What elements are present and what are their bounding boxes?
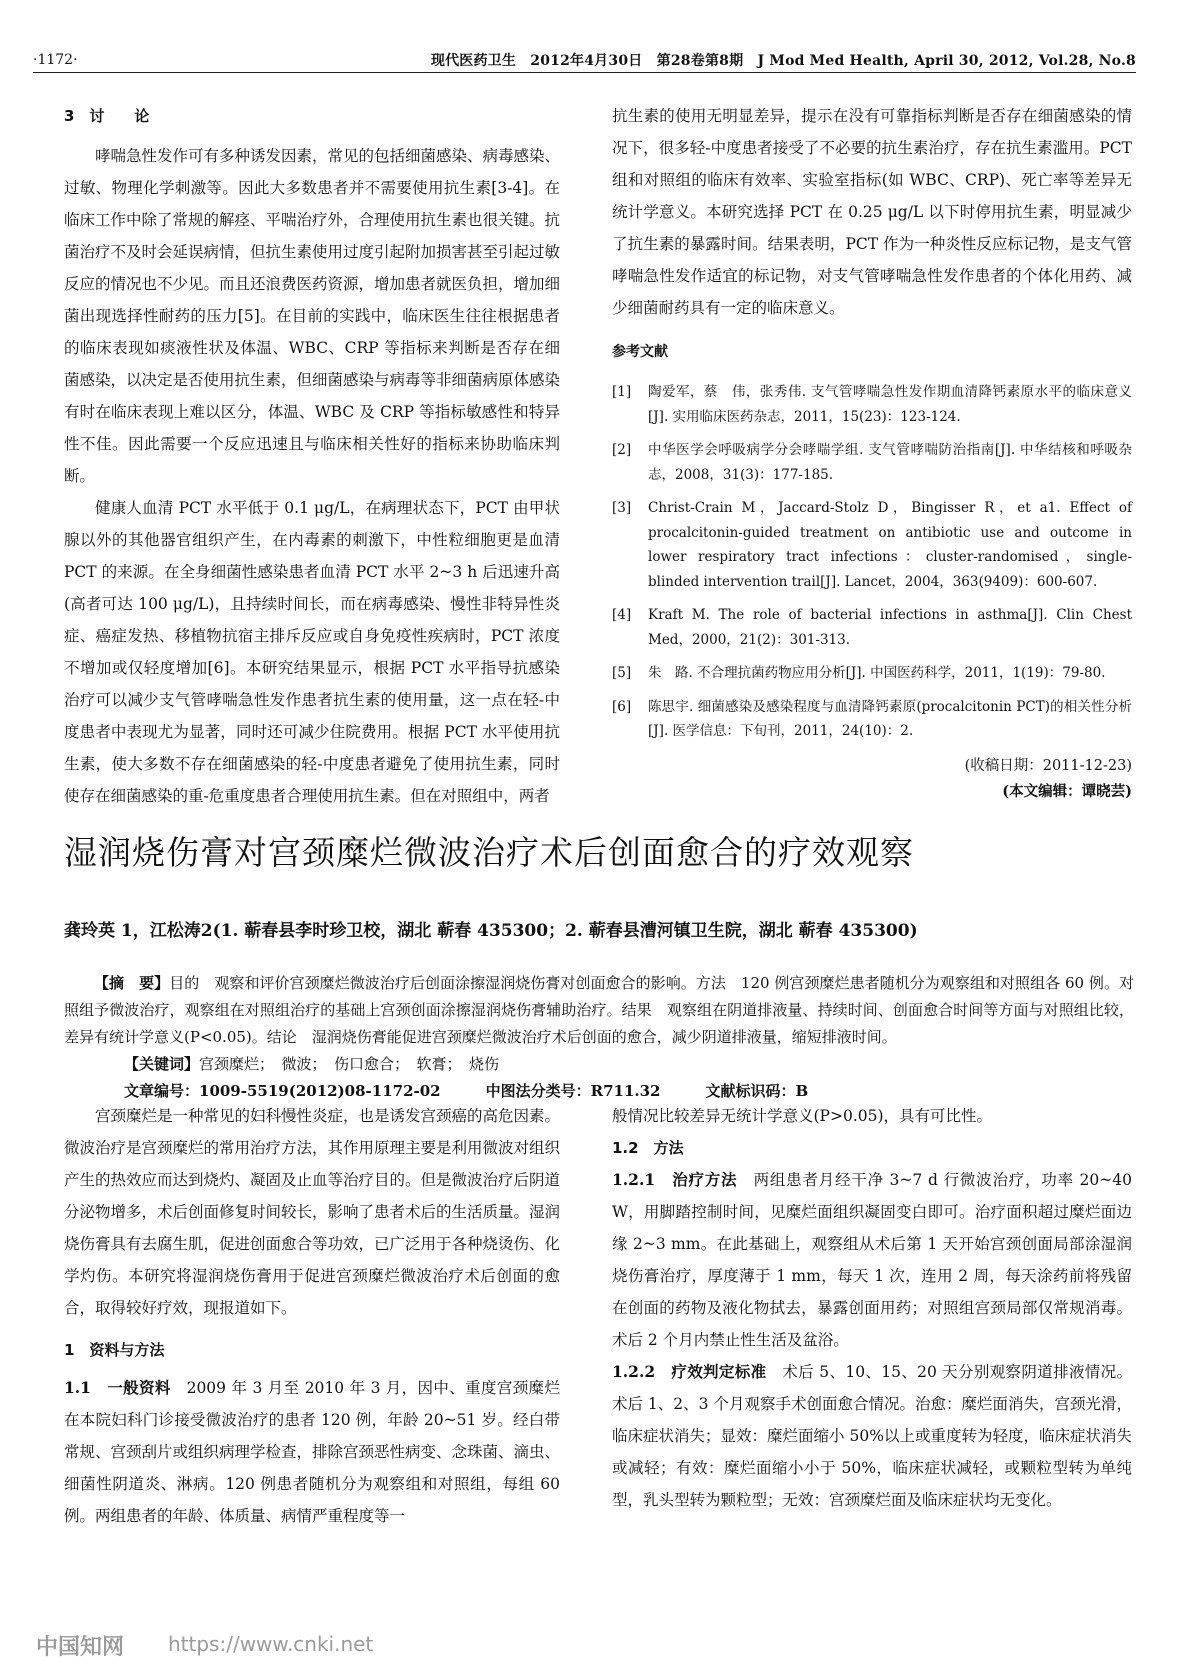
cnki-url: https://www.cnki.net (168, 1632, 374, 1656)
right-column-top (612, 100, 1132, 805)
header-rule (33, 72, 1136, 73)
right-column-bottom (612, 1100, 1132, 1516)
keywords-text: 宫颈糜烂； 微波； 伤口愈合； 软膏； 烧伤 (199, 1055, 500, 1073)
article-meta: 文章编号：1009-5519(2012)08-1172-02 中图法分类号：R711.32 文献标识码：B (124, 1082, 809, 1100)
reference-item: [6] 陈思宇. 细菌感染及感染程度与血清降钙素原(procalcitonin PCT)的相关性分析[J]. 医学信息：下旬刊，2011，24(10)：2. (612, 698, 1132, 739)
keywords (64, 1051, 1134, 1078)
treatment-method-paragraph: 1.2.1 治疗方法 两组患者月经干净 3~7 d 行微波治疗，功率 20~40 W，用脚踏控制时间，见糜烂面组织凝固变白即可。治疗面积超过糜烂面边缘 2~3 mm。在此基础上，观察组从术后第 1 天开始宫颈创面局部涂湿润烧伤膏治疗，厚度薄于 1 mm，每天 1 次，连用 2 周，每天涂药前将残留在创面的药物及液化物拭去，暴露创面用药；对照组宫颈局部仅常规消毒。术后 2 个月内禁止性生活及盆浴。 (612, 1170, 1132, 1349)
reference-item: [2] 中华医学会呼吸病学分会哮喘学组. 支气管哮喘防治指南[J]. 中华结核和呼吸杂志，2008，31(3)：177-185. (612, 442, 1132, 483)
references-heading: 参考文献 (612, 344, 668, 360)
left-column-top (64, 100, 560, 812)
reference-item: [1] 陶爱军，蔡 伟，张秀伟. 支气管哮喘急性发作期血清降钙素原水平的临床意义[J]. 实用临床医药杂志，2011，15(23)：123-124. (612, 384, 1132, 425)
reference-item: [5] 朱 路. 不合理抗菌药物应用分析[J]. 中国医药科学，2011，1(19)：79-80. (612, 665, 1106, 681)
abstract-block (64, 970, 1134, 1105)
general-data-paragraph: 1.1 一般资料 2009 年 3 月至 2010 年 3 月，因中、重度宫颈糜烂在本院妇科门诊接受微波治疗的患者 120 例，年龄 20~51 岁。经白带常规、宫颈刮片或组织病理学检查，排除宫颈恶性病变、念珠菌、滴虫、细菌性阴道炎、淋病。120 例患者随机分为观察组和对照组，每组 60 例。两组患者的年龄、体质量、病情严重程度等一 (64, 1378, 561, 1525)
general-data-continued: 般情况比较差异无统计学意义(P>0.05)，具有可比性。 (612, 1107, 993, 1125)
discussion-paragraph-1: 哮喘急性发作可有多种诱发因素，常见的包括细菌感染、病毒感染、过敏、物理化学刺激等。因此大多数患者并不需要使用抗生素[3-4]。在临床工作中除了常规的解痉、平喘治疗外，合理使用抗生素也很关键。抗菌治疗不及时会延误病情，但抗生素使用过度引起附加损害甚至引起过敏反应的情况也不少见。而且还浪费医药资源，增加患者就医负担，增加细菌出现选择性耐药的压力[5]。在目前的实践中，临床医生往往根据患者的临床表现如痰液性状及体温、WBC、CRP 等指标来判断是否存在细菌感染，以决定是否使用抗生素，但细菌感染与病毒等非细菌病原体感染有时在临床表现上难以区分，体温、WBC 及 CRP 等指标敏感性和特异性不佳。因此需要一个反应迅速且与临床相关性好的指标来协助临床判断。 (64, 147, 561, 485)
section-heading-methods: 1 资料与方法 (64, 1341, 165, 1359)
intro-paragraph: 宫颈糜烂是一种常见的妇科慢性炎症，也是诱发宫颈癌的高危因素。微波治疗是宫颈糜烂的常用治疗方法，其作用原理主要是利用微波对组织产生的热效应而达到烧灼、凝固及止血等治疗目的。但是微波治疗后阴道分泌物增多，术后创面修复时间较长，影响了患者术后的生活质量。湿润烧伤膏具有去腐生肌，促进创面愈合等功效，已广泛用于各种烧烫伤、化学灼伤。本研究将湿润烧伤膏用于促进宫颈糜烂微波治疗术后创面的愈合，取得较好疗效，现报道如下。 (64, 1107, 561, 1317)
discussion-paragraph-2: 健康人血清 PCT 水平低于 0.1 μg/L，在病理状态下，PCT 由甲状腺以外的其他器官组织产生，在内毒素的刺激下，中性粒细胞更是血清 PCT 的来源。在全身细菌性感染患者血清 PCT 水平 2~3 h 后迅速升高(高者可达 100 μg/L)，且持续时间长，而在病毒感染、慢性非特异性炎症、癌症发热、移植物抗宿主排斥反应或自身免疫性疾病时，PCT 浓度不增加或仅轻度增加[6]。本研究结果显示，根据 PCT 水平指导抗感染治疗可以减少支气管哮喘急性发作患者抗生素的使用量，这一点在轻-中度患者中表现尤为显著，同时还可减少住院费用。根据 PCT 水平使用抗生素，使大多数不存在细菌感染的轻-中度患者避免了使用抗生素，同时使存在细菌感染的重-危重度患者合理使用抗生素。但在对照组中，两者 (64, 499, 560, 805)
journal-running-head: 现代医药卫生 2012年4月30日 第28卷第8期 J Mod Med Health, April 30, 2012, Vol.28, No.8 (430, 53, 1136, 69)
efficacy-criteria-paragraph: 1.2.2 疗效判定标准 术后 5、10、15、20 天分别观察阴道排液情况。术后 1、2、3 个月观察手术创面愈合情况。治愈：糜烂面消失，宫颈光滑，临床症状消失；显效：糜烂面缩小 50%以上或重度转为轻度，临床症状消失或减轻；有效：糜烂面缩小小于 50%，临床症状减轻，或颗粒型转为单纯型，乳头型转为颗粒型；无效：宫颈糜烂面及临床症状均无变化。 (612, 1362, 1133, 1509)
section-heading-discussion: 3 讨 论 (64, 107, 150, 125)
section-heading-method: 1.2 方法 (612, 1139, 684, 1157)
abstract (64, 970, 1134, 1051)
abstract-label: 【摘 要】 (94, 974, 170, 992)
editor-note: (本文编辑：谭晓芸) (1002, 782, 1132, 800)
article-authors: 龚玲英 1，江松涛2(1. 蕲春县李时珍卫校，湖北 蕲春 435300；2. 蕲春县漕河镇卫生院，湖北 蕲春 435300) (64, 921, 918, 941)
reference-item: [4] Kraft M. The role of bacterial infections in asthma[J]. Clin Chest Med，2000，21(2)：301-313. (612, 607, 1132, 648)
reference-item: [3] Christ-Crain M，Jaccard-Stolz D，Bingisser R，et a1. Effect of procalcitonin-guided treatment on antibiotic use and outcome in lower respiratory tract infections：cluster-randomised，single-blinded intervention trail[J]. Lancet，2004，363(9409)：600-607. (612, 500, 1132, 590)
abstract-text: 目的 观察和评价宫颈糜烂微波治疗后创面涂擦湿润烧伤膏对创面愈合的影响。方法 120 例宫颈糜烂患者随机分为观察组和对照组各 60 例。对照组予微波治疗，观察组在对照组治疗的基础上宫颈创面涂擦湿润烧伤膏辅助治疗。结果 观察组在阴道排液量、持续时间、创面愈合时间等方面与对照组比较，差异有统计学意义(P<0.05)。结论 湿润烧伤膏能促进宫颈糜烂微波治疗术后创面的愈合，减少阴道排液量，缩短排液时间。 (64, 974, 1134, 1046)
left-column-bottom (64, 1100, 560, 1532)
article-title: 湿润烧伤膏对宫颈糜烂微波治疗术后创面愈合的疗效观察 (64, 833, 914, 872)
reference-list (612, 380, 1132, 744)
received-date: (收稿日期：2011-12-23) (964, 757, 1132, 774)
cnki-logo: 中国知网 (36, 1635, 125, 1660)
page-number: ·1172· (33, 52, 78, 68)
keywords-label: 【关键词】 (124, 1055, 200, 1073)
discussion-paragraph-3: 抗生素的使用无明显差异，提示在没有可靠指标判断是否存在细菌感染的情况下，很多轻-中度患者接受了不必要的抗生素治疗，存在抗生素滥用。PCT 组和对照组的临床有效率、实验室指标(如 WBC、CRP)、死亡率等差异无统计学意义。本研究选择 PCT 在 0.25 μg/L 以下时停用抗生素，明显减少了抗生素的暴露时间。结果表明，PCT 作为一种炎性反应标记物，是支气管哮喘急性发作适宜的标记物，对支气管哮喘急性发作患者的个体化用药、减少细菌耐药具有一定的临床意义。 (612, 107, 1132, 317)
